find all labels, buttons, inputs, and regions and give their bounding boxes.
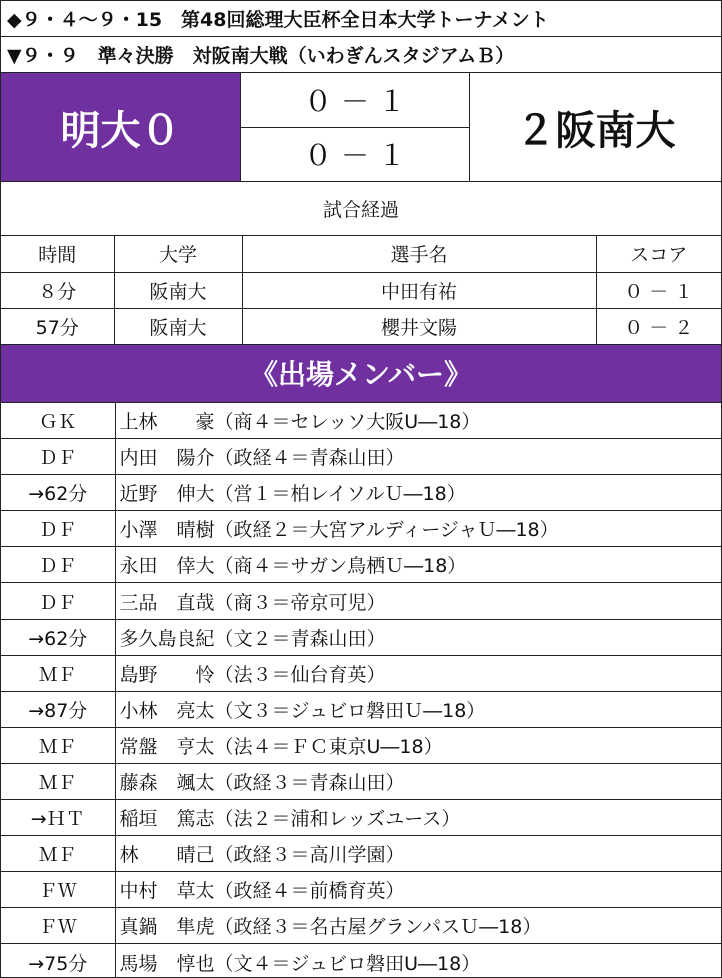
member-position: ＤＦ (1, 583, 115, 619)
member-row (1, 547, 721, 583)
members-title: 《出場メンバー》 (1, 345, 721, 403)
member-name: 林 晴己（政経３＝高川学園） (115, 836, 721, 872)
member-name: 上林 豪（商４＝セレッソ大阪U―18） (115, 403, 721, 439)
goal-row (1, 272, 721, 308)
score-board (1, 73, 721, 182)
first-half-score: ０ － １ (241, 73, 469, 128)
member-row (1, 763, 721, 799)
member-name: 稲垣 篤志（法２＝浦和レッズユース） (115, 800, 721, 836)
member-position: ＭＦ (1, 836, 115, 872)
goal-player: 櫻井文陽 (242, 308, 596, 344)
member-name: 小澤 晴樹（政経２＝大宮アルディージャＵ―18） (115, 511, 721, 547)
match-header: ▼９・９ 準々決勝 対阪南大戦（いわぎんスタジアムＢ） (1, 37, 721, 73)
second-half-score: ０ － １ (304, 139, 406, 173)
member-position: ＦＷ (1, 872, 115, 908)
member-name: 藤森 颯太（政経３＝青森山田） (115, 763, 721, 799)
member-row (1, 583, 721, 619)
member-row (1, 800, 721, 836)
header-cell-score: スコア (596, 236, 721, 272)
member-name: 島野 怜（法３＝仙台育英） (115, 655, 721, 691)
goal-university: 阪南大 (114, 272, 242, 308)
tournament-header: ◆９・４〜９・15 第48回総理大臣杯全日本大学トーナメント (1, 1, 721, 37)
member-position: →87分 (1, 691, 115, 727)
member-position: →75分 (1, 944, 115, 978)
member-row (1, 655, 721, 691)
member-position: ＦＷ (1, 908, 115, 944)
member-position: ＤＦ (1, 439, 115, 475)
member-name: 常盤 亨太（法４＝ＦＣ東京U―18） (115, 727, 721, 763)
away-team-score: ２阪南大 (515, 107, 676, 154)
member-row (1, 511, 721, 547)
goal-university: 阪南大 (114, 308, 242, 344)
member-name: 馬場 惇也（文４＝ジュビロ磐田U―18） (119, 952, 481, 975)
member-row (1, 691, 721, 727)
goal-score: ０ － １ (596, 272, 721, 308)
half-scores (241, 73, 470, 181)
header-cell-time: 時間 (1, 236, 114, 272)
progress-title: 試合経過 (1, 182, 721, 236)
member-name: 多久島良紀（文２＝青森山田） (115, 619, 721, 655)
member-name: 小林 亮太（文３＝ジュビロ磐田Ｕ―18） (115, 691, 721, 727)
member-name: 内田 陽介（政経４＝青森山田） (115, 439, 721, 475)
member-row (1, 727, 721, 763)
member-row (1, 403, 721, 439)
member-position: ＧＫ (1, 403, 115, 439)
goal-table (1, 236, 721, 345)
home-team-score: 明大０ (1, 73, 241, 181)
member-position: →ＨＴ (1, 800, 115, 836)
header-cell-player: 選手名 (242, 236, 596, 272)
member-row (1, 439, 721, 475)
goal-time: ８分 (1, 272, 114, 308)
member-position: ＤＦ (1, 511, 115, 547)
member-position: ＤＦ (1, 547, 115, 583)
member-position: ＭＦ (1, 763, 115, 799)
member-row (1, 475, 721, 511)
header-cell-university: 大学 (114, 236, 242, 272)
goal-player: 中田有祐 (242, 272, 596, 308)
member-row (1, 836, 721, 872)
member-position: ＭＦ (1, 727, 115, 763)
member-position: →62分 (1, 619, 115, 655)
member-name: 真鍋 隼虎（政経３＝名古屋グランパスＵ―18） (115, 908, 721, 944)
goal-score: ０ － ２ (596, 308, 721, 344)
member-row (1, 944, 721, 978)
member-position: ＭＦ (1, 655, 115, 691)
member-position: →62分 (1, 475, 115, 511)
member-row (1, 619, 721, 655)
member-name: 三品 直哉（商３＝帝京可児） (115, 583, 721, 619)
member-name: 中村 草太（政経４＝前橋育英） (115, 872, 721, 908)
member-row (1, 872, 721, 908)
goal-time: 57分 (1, 308, 114, 344)
goal-table-header (1, 236, 721, 272)
goal-row (1, 308, 721, 344)
member-name: 永田 倖大（商４＝サガン鳥栖Ｕ―18） (115, 547, 721, 583)
member-row (1, 908, 721, 944)
member-name: 近野 伸大（営１＝柏レイソルＵ―18） (115, 475, 721, 511)
members-table (1, 403, 721, 978)
